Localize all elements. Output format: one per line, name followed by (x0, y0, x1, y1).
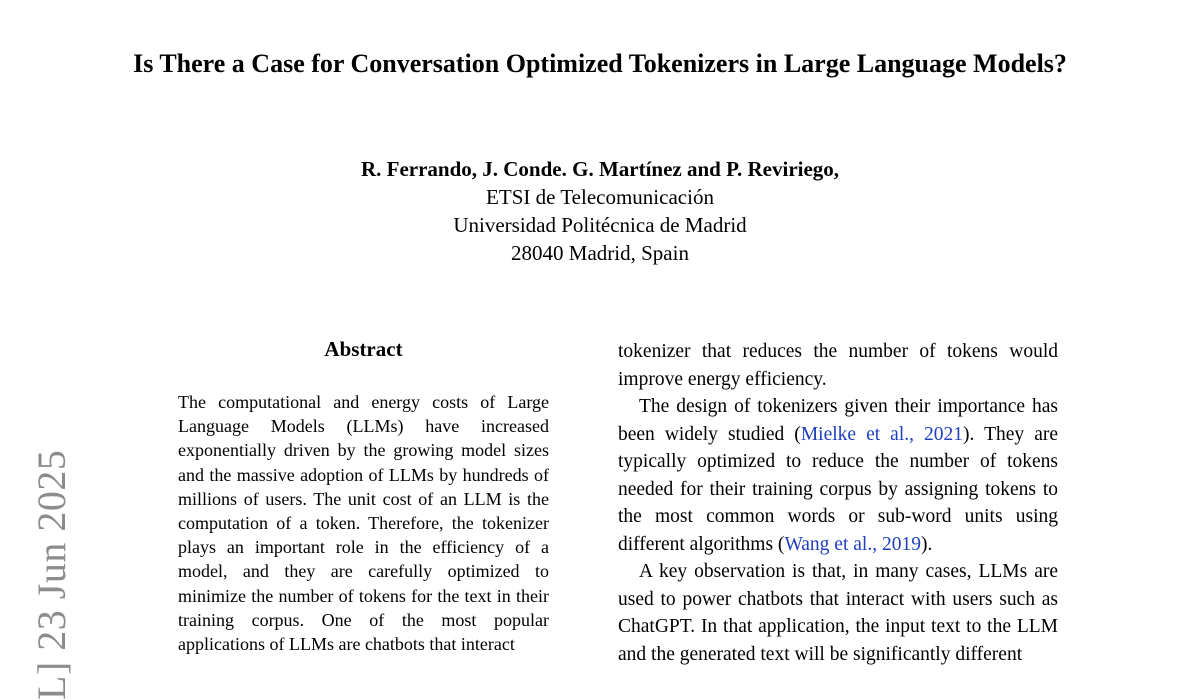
paragraph: A key observation is that, in many cases, LLMs are used to power chatbots that interact with users such as ChatGPT. In that application, the input text to the LLM and the generated text will be significantly different (618, 561, 1058, 665)
author-names: R. Ferrando, J. Conde. G. Martínez and P. Reviriego, (360, 157, 840, 181)
abstract-heading: Abstract (324, 337, 403, 361)
citation-link[interactable]: Mielke et al., 2021 (800, 423, 964, 445)
paragraph (618, 393, 1058, 558)
paragraph-text: The design of tokenizers given their importance has been widely studied ( (618, 396, 1058, 445)
author-block (0, 155, 1200, 267)
affiliation-line: Universidad Politécnica de Madrid (453, 213, 747, 237)
arxiv-stamp: L] 23 Jun 2025 (29, 449, 74, 700)
right-column (618, 338, 1058, 668)
affiliation-line: 28040 Madrid, Spain (511, 241, 689, 265)
paragraph-text: ). (920, 533, 933, 555)
affiliation-line: ETSI de Telecomunicación (486, 185, 714, 209)
abstract-body: The computational and energy costs of Large Language Models (LLMs) have increased exponentially driven by the growing model sizes and the massive adoption of LLMs by hundreds of millions of users. The unit cost of an LLM is the computation of a token. Therefore, the tokenizer plays an important role in the efficiency of a model, and they are carefully optimized to minimize the number of tokens for the text in their training corpus. One of the most popular applications of LLMs are chatbots that interact (178, 392, 549, 655)
paragraph: tokenizer that reduces the number of tokens would improve energy efficiency. (618, 341, 1058, 390)
paper-title: Is There a Case for Conversation Optimized Tokenizers in Large Language Models? (133, 49, 1067, 78)
paragraph-text: ). They are typically optimized to reduce the number of tokens needed for their training corpus by assigning tokens to the most common words or sub-word units using different algorithms ( (618, 423, 1058, 555)
citation-link[interactable]: Wang et al., 2019 (784, 533, 921, 555)
